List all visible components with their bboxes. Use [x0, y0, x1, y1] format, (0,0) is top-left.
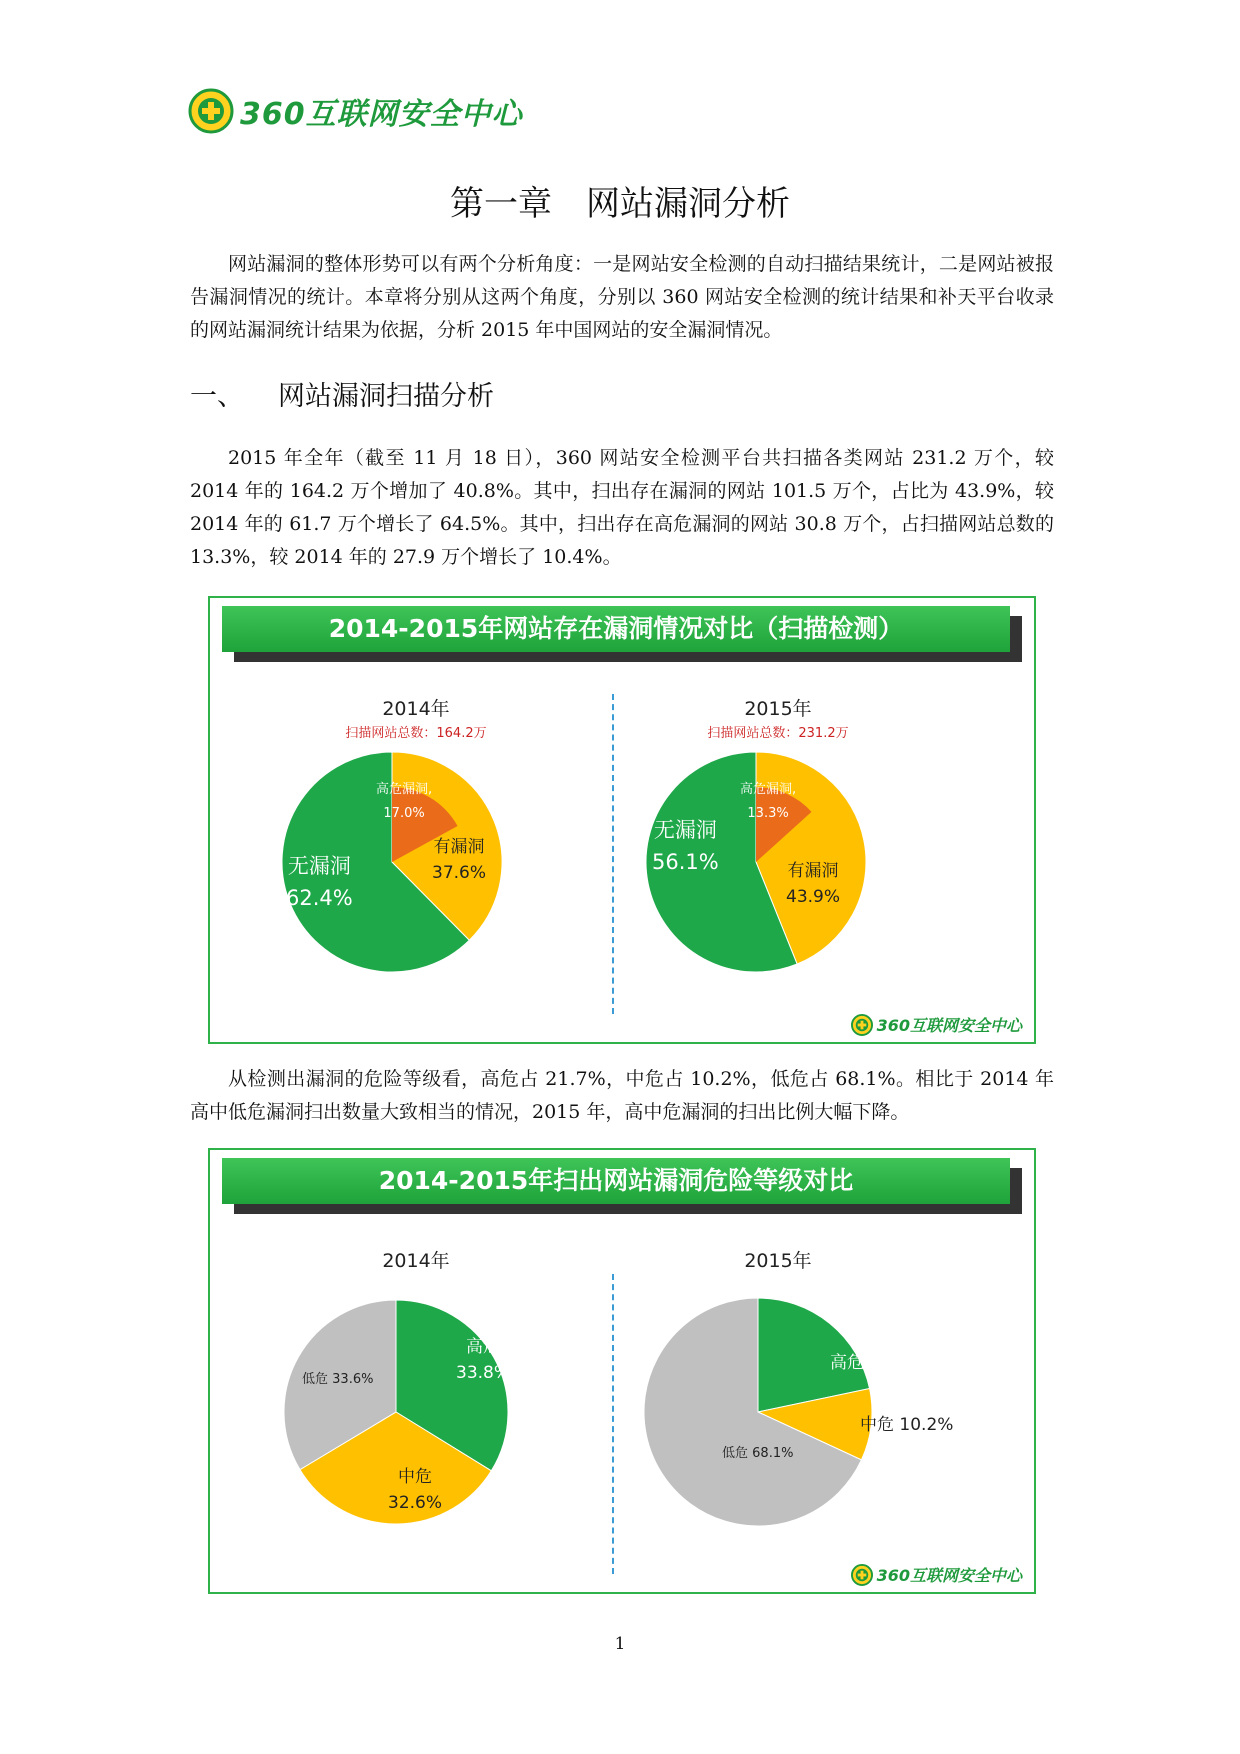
slice-label-has-vuln-2015: 有漏洞 43.9% [786, 861, 841, 907]
figure-logo: 360互联网安全中心 [851, 1563, 1022, 1586]
slice-label-high-risk-2014: 高危漏洞, 17.0% [376, 782, 433, 821]
slice-label-low-2015: 低危 68.1% [722, 1446, 794, 1461]
risk-level-paragraph: 从检测出漏洞的危险等级看，高危占 21.7%，中危占 10.2%，低危占 68.1%。相比于 2014 年高中低危漏洞扫出数量大致相当的情况，2015 年，高中危漏洞的扫出比例大幅下降。 [190, 1068, 1054, 1123]
section-title: 网站漏洞扫描分析 [278, 381, 494, 412]
header-logo [188, 88, 548, 134]
pie-chart-svg [210, 598, 1034, 1042]
slice-label-high-2014: 高危 33.8% [456, 1337, 511, 1383]
page-number: 1 [614, 1634, 626, 1654]
total-sites-2015: 扫描网站总数：231.2万 [707, 726, 849, 741]
total-sites-2014: 扫描网站总数：164.2万 [345, 726, 487, 741]
year-label-2014: 2014年 [382, 1250, 450, 1272]
chart-title: 2014-2015年扫出网站漏洞危险等级对比 [222, 1158, 1010, 1204]
year-label-2014: 2014年 [382, 698, 450, 720]
intro-paragraph: 网站漏洞的整体形势可以有两个分析角度：一是网站安全检测的自动扫描结果统计，二是网站被报告漏洞情况的统计。本章将分别从这两个角度，分别以 360 网站安全检测的统计结果和补天平台收录的网站漏洞统计结果为依据，分析 2015 年中国网站的安全漏洞情况。 [190, 253, 1054, 341]
figure-vulnerability-comparison [208, 596, 1036, 1044]
360-shield-icon [851, 1564, 873, 1586]
slice-label-no-vuln-2015: 无漏洞 56.1% [652, 818, 719, 874]
slice-label-low-2014: 低危 33.6% [302, 1372, 374, 1387]
logo-text: 360互联网安全中心 [240, 97, 523, 132]
slice-label-high-risk-2015: 高危漏洞, 13.3% [740, 782, 797, 821]
360-shield-icon [851, 1014, 873, 1036]
section-number: 一、 [190, 381, 244, 412]
figure-risk-level-comparison [208, 1148, 1036, 1594]
figure-logo: 360互联网安全中心 [851, 1013, 1022, 1036]
slice-label-no-vuln-2014: 无漏洞 62.4% [286, 854, 353, 910]
slice-label-medium-2015: 中危 10.2% [860, 1415, 954, 1435]
year-label-2015: 2015年 [744, 1250, 812, 1272]
scan-paragraph: 2015 年全年（截至 11 月 18 日），360 网站安全检测平台共扫描各类网站 231.2 万个，较 2014 年的 164.2 万个增加了 40.8%。其中，扫出存在漏洞的网站 101.5 万个，占比为 43.9%，较 2014 年的 61.7 万个增长了 64.5%。其中，扫出存在高危漏洞的网站 30.8 万个，占扫描网站总数的 13.3%，较 2014 年的 27.9 万个增长了 10.4%。 [190, 447, 1054, 568]
slice-label-has-vuln-2014: 有漏洞 37.6% [432, 837, 487, 883]
chapter-title: 第一章 网站漏洞分析 [450, 184, 790, 224]
slice-label-high-2015: 高危 21.7% [830, 1353, 924, 1373]
section-heading [190, 374, 494, 413]
chart-title: 2014-2015年网站存在漏洞情况对比（扫描检测） [222, 606, 1010, 652]
year-label-2015: 2015年 [744, 698, 812, 720]
360-shield-icon [188, 88, 234, 134]
slice-label-medium-2014: 中危 32.6% [388, 1467, 443, 1513]
